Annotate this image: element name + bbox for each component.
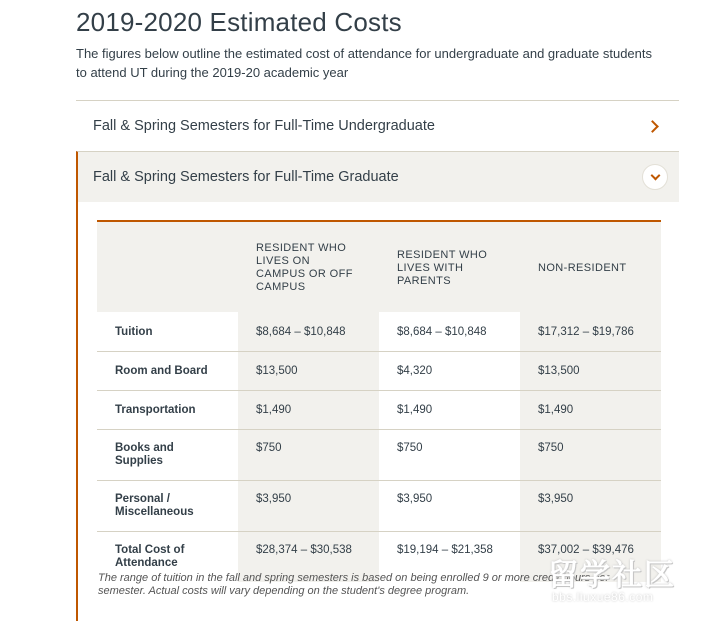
table-footnote: The range of tuition in the fall and spring semesters is based on being enrolled 9 or more credit hours per semester. Actual costs will vary depending on the student's degree program. bbox=[98, 572, 610, 597]
accordion-item-undergraduate bbox=[76, 100, 679, 151]
cost-cell: $37,002 – $39,476 bbox=[520, 532, 661, 583]
cost-cell: $750 bbox=[520, 430, 661, 481]
cost-cell: $3,950 bbox=[238, 481, 379, 532]
cost-cell: $3,950 bbox=[520, 481, 661, 532]
chevron-down-icon bbox=[650, 171, 660, 181]
row-label: Books and Supplies bbox=[97, 430, 238, 481]
table-row bbox=[97, 352, 661, 391]
accordion-title: Fall & Spring Semesters for Full-Time Undergraduate bbox=[93, 118, 435, 134]
header-cell-empty bbox=[97, 221, 238, 312]
cost-cell: $1,490 bbox=[379, 391, 520, 430]
collapse-button[interactable] bbox=[642, 164, 668, 190]
cost-cell: $1,490 bbox=[238, 391, 379, 430]
page-title: 2019-2020 Estimated Costs bbox=[76, 7, 402, 37]
intro-text: The figures below outline the estimated cost of attendance for undergraduate and graduate students to attend UT during the 2019-20 academic year bbox=[76, 46, 652, 80]
cost-cell: $4,320 bbox=[379, 352, 520, 391]
cost-cell: $8,684 – $10,848 bbox=[238, 312, 379, 352]
table-header-row bbox=[97, 221, 661, 312]
chevron-right-icon[interactable] bbox=[646, 120, 659, 133]
cost-cell: $13,500 bbox=[520, 352, 661, 391]
cost-cell: $19,194 – $21,358 bbox=[379, 532, 520, 583]
cost-cell: $750 bbox=[379, 430, 520, 481]
cost-cell: $17,312 – $19,786 bbox=[520, 312, 661, 352]
row-label: Personal / Miscellaneous bbox=[97, 481, 238, 532]
accordion-title: Fall & Spring Semesters for Full-Time Graduate bbox=[93, 169, 399, 185]
cost-cell: $8,684 – $10,848 bbox=[397, 326, 487, 338]
table-row bbox=[97, 430, 661, 481]
cost-cell: $3,950 bbox=[379, 481, 520, 532]
watermark-logo bbox=[548, 550, 718, 610]
cost-cell: $13,500 bbox=[238, 352, 379, 391]
cost-accordion bbox=[76, 100, 679, 621]
cost-table bbox=[97, 220, 661, 582]
watermark-text: 留学社区 bbox=[548, 559, 676, 592]
accordion-header-graduate[interactable] bbox=[78, 152, 679, 202]
cost-cell: $1,490 bbox=[520, 391, 661, 430]
header-non-resident: NON-RESIDENT bbox=[520, 221, 661, 312]
table-row bbox=[97, 391, 661, 430]
row-label: Tuition bbox=[97, 312, 238, 352]
cost-cell: $28,374 – $30,538 bbox=[238, 532, 379, 583]
header-resident-parents: RESIDENT WHO LIVES WITH PARENTS bbox=[379, 221, 520, 312]
cost-cell: $750 bbox=[238, 430, 379, 481]
watermark-url: bbs.liuxue86.com bbox=[552, 590, 654, 604]
header-resident-campus: RESIDENT WHO LIVES ON CAMPUS OR OFF CAMPUS bbox=[238, 221, 379, 312]
table-row bbox=[97, 481, 661, 532]
row-label: Transportation bbox=[97, 391, 238, 430]
row-label: Total Cost of Attendance bbox=[97, 532, 238, 583]
row-label: Room and Board bbox=[97, 352, 238, 391]
table-row bbox=[97, 312, 661, 352]
accordion-header-undergraduate[interactable] bbox=[76, 101, 679, 151]
